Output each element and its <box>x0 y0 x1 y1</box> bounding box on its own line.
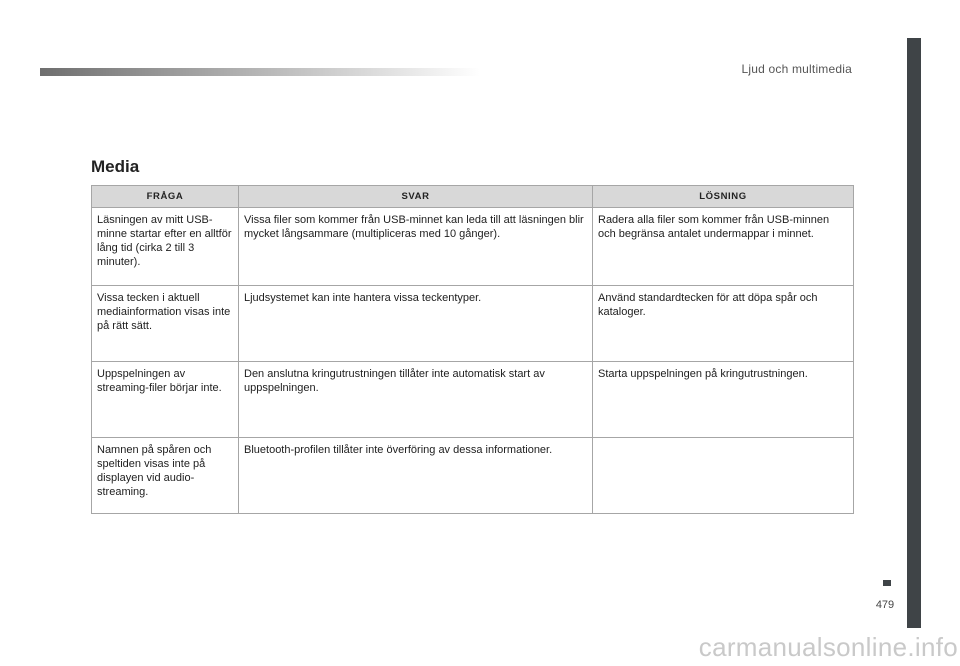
table-row <box>92 208 854 286</box>
side-bar <box>907 38 921 628</box>
column-header-fraga: FRÅGA <box>92 186 239 208</box>
table-row <box>92 362 854 438</box>
fraga-cell: Vissa tecken i aktuell mediainformation visas inte på rätt sätt. <box>92 286 239 362</box>
top-rule <box>40 68 480 76</box>
fraga-cell: Namnen på spåren och speltiden visas inte på displayen vid audio-streaming. <box>92 438 239 514</box>
page-title: Media <box>91 157 140 176</box>
svar-cell: Ljudsystemet kan inte hantera vissa teckentyper. <box>239 286 593 362</box>
section-header: Ljud och multimedia <box>741 62 852 76</box>
table-row <box>92 438 854 514</box>
losning-cell: Använd standardtecken för att döpa spår och kataloger. <box>593 286 854 362</box>
losning-cell: Radera alla filer som kommer från USB-minnen och begränsa antalet undermappar i minnet. <box>593 208 854 286</box>
svar-cell: Vissa filer som kommer från USB-minnet kan leda till att läsningen blir mycket långsammare (multipliceras med 10 gånger). <box>239 208 593 286</box>
fraga-cell: Uppspelningen av streaming-filer börjar inte. <box>92 362 239 438</box>
table-row <box>92 286 854 362</box>
watermark: carmanualsonline.info <box>698 632 958 662</box>
faq-table <box>91 185 854 514</box>
svar-cell: Bluetooth-profilen tillåter inte överföring av dessa informationer. <box>239 438 593 514</box>
fraga-cell: Läsningen av mitt USB-minne startar efter en alltför lång tid (cirka 2 till 3 minuter). <box>92 208 239 286</box>
losning-cell: Starta uppspelningen på kringutrustningen. <box>593 362 854 438</box>
losning-cell <box>593 438 854 514</box>
page-number: 479 <box>875 599 895 611</box>
column-header-losning: LÖSNING <box>593 186 854 208</box>
svar-cell: Den anslutna kringutrustningen tillåter inte automatisk start av uppspelningen. <box>239 362 593 438</box>
column-header-svar: SVAR <box>239 186 593 208</box>
page-marker <box>883 580 891 586</box>
table-header-row <box>92 186 854 208</box>
